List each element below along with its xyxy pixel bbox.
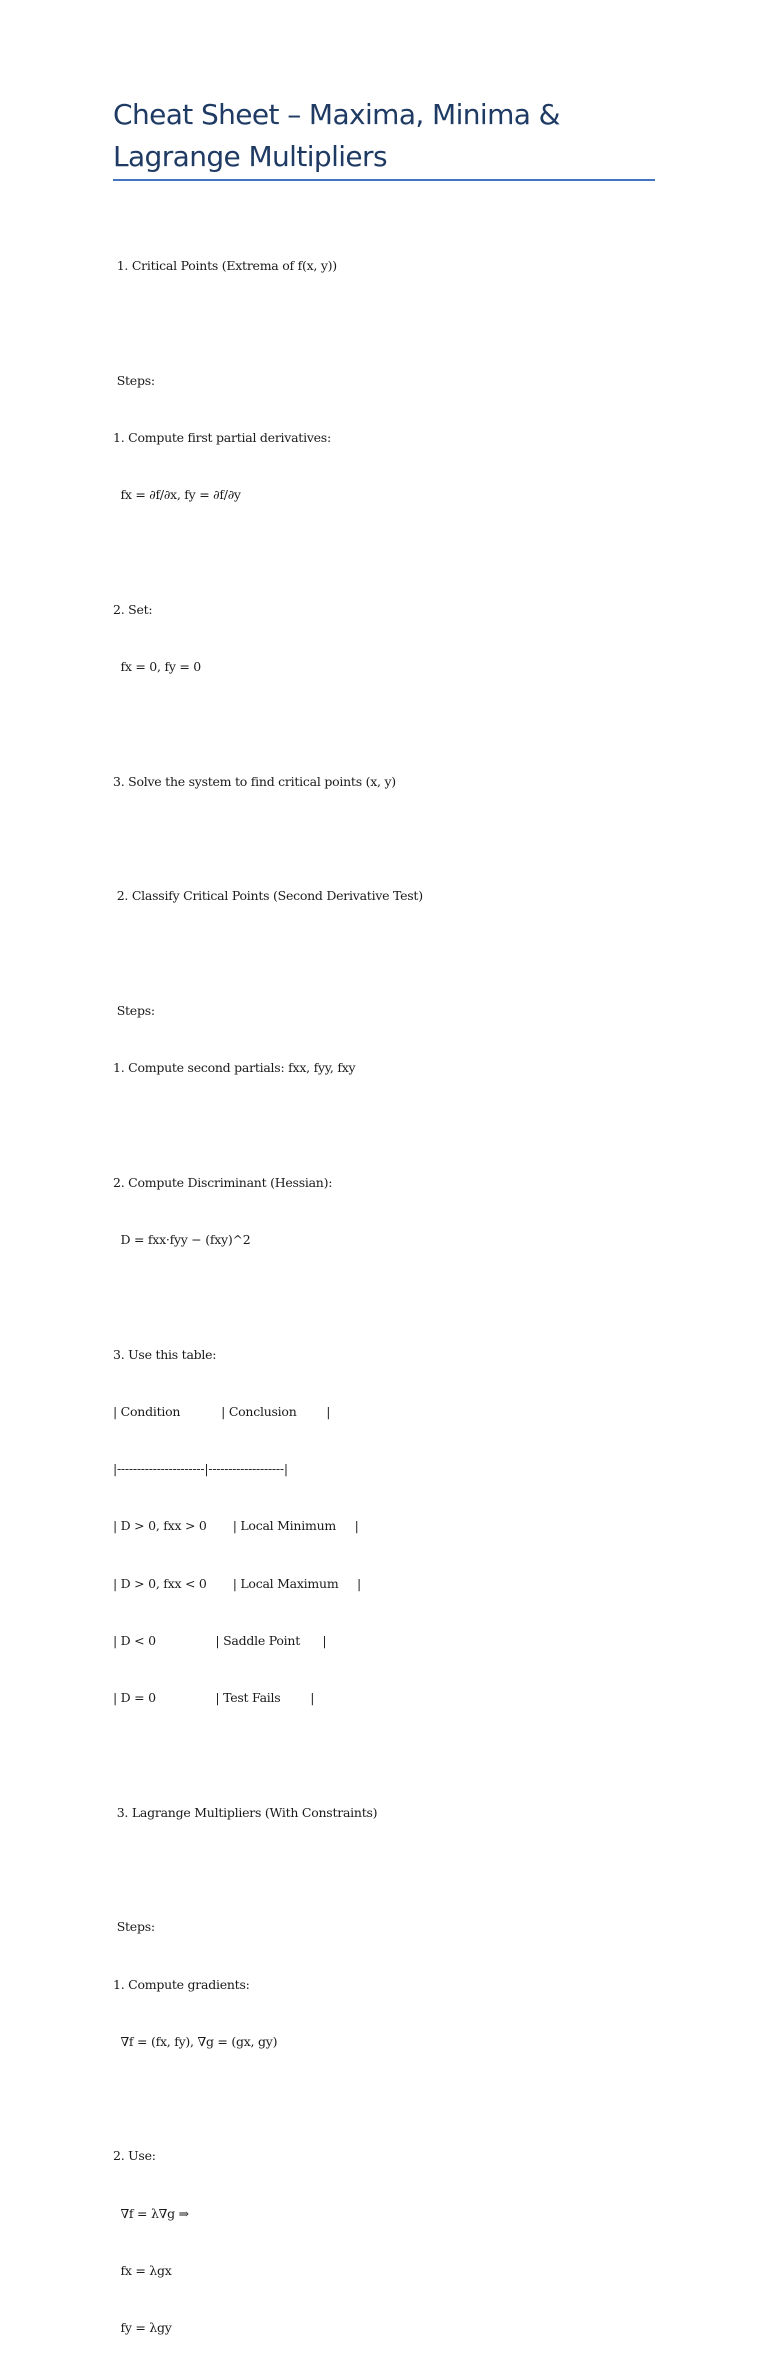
- blank-line: [113, 1746, 673, 1765]
- formula-line: fx = ∂f/∂x, fy = ∂f/∂y: [113, 487, 241, 503]
- section-heading-classify: 2. Classify Critical Points (Second Derivative Test): [113, 888, 423, 904]
- text-line: 2. Set:: [113, 601, 153, 617]
- table-row: | Condition | Conclusion |: [113, 1403, 331, 1419]
- formula-line: D = fxx·fyy − (fxy)^2: [113, 1231, 251, 1247]
- text-line: 3. Solve the system to find critical points (x, y): [113, 773, 396, 789]
- formula-line: ∇f = (fx, fy), ∇g = (gx, gy): [113, 2033, 278, 2049]
- formula-line: fy = λgy: [113, 2320, 172, 2336]
- blank-line: [113, 1287, 673, 1306]
- text-line: 1. Compute first partial derivatives:: [113, 430, 331, 446]
- section-heading-critical-points: 1. Critical Points (Extrema of f(x, y)): [113, 258, 337, 274]
- steps-label: Steps:: [113, 1002, 155, 1018]
- blank-line: [113, 944, 673, 963]
- table-row: | D < 0 | Saddle Point |: [113, 1632, 327, 1648]
- steps-label: Steps:: [113, 1919, 155, 1935]
- text-line: 2. Compute Discriminant (Hessian):: [113, 1174, 333, 1190]
- table-row: | D = 0 | Test Fails |: [113, 1690, 315, 1706]
- blank-line: [113, 2089, 673, 2108]
- table-row: | D > 0, fxx < 0 | Local Maximum |: [113, 1575, 362, 1591]
- document-body: [113, 218, 673, 2376]
- table-row: | D > 0, fxx > 0 | Local Minimum |: [113, 1518, 359, 1534]
- title-line-1: Cheat Sheet – Maxima, Minima &: [113, 98, 560, 131]
- text-line: 1. Compute gradients:: [113, 1976, 250, 1992]
- table-row: |----------------------|-------------------|: [113, 1461, 288, 1477]
- text-line: 3. Use this table:: [113, 1346, 217, 1362]
- blank-line: [113, 1860, 673, 1879]
- title-line-2: Lagrange Multipliers: [113, 140, 387, 173]
- document-title: [113, 94, 655, 178]
- formula-line: ∇f = λ∇g ⇒: [113, 2205, 189, 2221]
- blank-line: [113, 543, 673, 562]
- blank-line: [113, 313, 673, 332]
- blank-line: [113, 714, 673, 733]
- formula-line: fx = λgx: [113, 2263, 172, 2279]
- blank-line: [113, 1115, 673, 1134]
- steps-label: Steps:: [113, 372, 155, 388]
- blank-line: [113, 829, 673, 848]
- formula-line: fx = 0, fy = 0: [113, 659, 202, 675]
- text-line: 1. Compute second partials: fxx, fyy, fxy: [113, 1060, 356, 1076]
- text-line: 2. Use:: [113, 2148, 156, 2164]
- section-heading-lagrange: 3. Lagrange Multipliers (With Constraints): [113, 1804, 378, 1820]
- title-underline: [113, 179, 655, 181]
